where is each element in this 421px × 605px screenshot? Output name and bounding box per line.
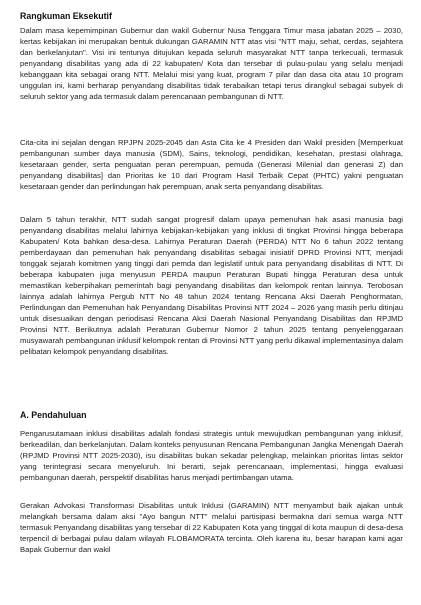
executive-summary-paragraph-1: Dalam masa kepemimpinan Gubernur dan wakil Gubernur Nusa Tenggara Timur masa jabatan 2025 – 2030, kertas kebijakan ini merupakan bentuk dukungan GARAMIN NTT atas visi "NTT maju, sehat, cerdas, sejahtera dan berkelanjutan". Visi ini tentunya ditujukan kepada seluruh masyarakat NTT tanpa terkecuali, termasuk penyandang disabilitas yang ada di 22 kabupaten/ Kota dan tersebar di pulau-pulau yang selalu menjadi kebanggaan kita sebagai orang NTT. Melalui misi yang kuat, program 7 pilar dan dasa cita atau 10 program unggulan ini, kami berharap penyandang disabilitas tidak terabaikan tetapi terus dirangkul sebagai subyek di seluruh sektor yang ada termasuk dalam perencanaan pembangunan di NTT. [20, 26, 403, 101]
introduction-paragraph-2: Gerakan Advokasi Transformasi Disabilitas untuk Inklusi (GARAMIN) NTT menyambut baik ajakan untuk melangkah bersama dalam aksi "Ayo bangun NTT" melalui partisipasi bermakna dari semua warga NTT termasuk Penyandang disabilitas yang tersebar di 22 Kabupaten Kota yang tinggal di kota maupun di desa-desa terpencil di berbagai pulau dalam wilayah FLOBAMORATA tercinta. Oleh karena itu, besar harapan kami agar Bapak Gubernur dan wakil [20, 501, 403, 554]
executive-summary-heading: Rangkuman Eksekutif [20, 11, 112, 21]
introduction-heading: A. Pendahuluan [20, 410, 87, 420]
executive-summary-paragraph-2: Cita-cita ini sejalan dengan RPJPN 2025-2045 dan Asta Cita ke 4 Presiden dan Wakil presiden [Memperkuat pembangunan sumber daya manusia (SDM), Sains, teknologi, pendidikan, kesehatan, prestasi olahraga, kesetaraan gender, serta penguatan peran perempuan, pemuda (Generasi Milenial dan generasi Z) dan penyandang disabilitas] dan Prioritas ke 10 dari Program Hasil Terbaik Cepat (PHTC) yakni penguatan kesetaraan gender dan perlindungan hak perempuan, anak serta penyandang disabilitas. [20, 138, 403, 191]
executive-summary-paragraph-3: Dalam 5 tahun terakhir, NTT sudah sangat progresif dalam upaya pemenuhan hak asasi manusia bagi penyandang disabilitas melalui lahirnya kebijakan-kebijakan yang inklusi di tingkat Provinsi hingga beberapa Kabupaten/ Kota bahkan desa-desa. Lahirnya Peraturan Daerah (PERDA) NTT No 6 tahun 2022 tentang pemberdayaan dan pemenuhan hak penyandang disabilitas sebagai inisiatif DPRD Provinsi NTT, menjadi tonggak sejarah komitmen yang tinggi dari pemda dan legislatif untuk para penyandang disabilitas di NTT. Di beberapa kabupaten juga menyusun PERDA maupun Peraturan Bupati hingga Peraturan desa untuk memastikan keberpihakan pemerintah bagi penyandang disabilitas dan kelompok rentan lainnya. Terobosan lainnya adalah lahirnya Pergub NTT No 48 tahun 2024 tentang Rencana Aksi Daerah Penghormatan, Perlindungan dan Pemenuhan hak Penyandang Disabilitas Provinsi NTT 2024 – 2026 yang masih perlu ditinjau untuk disesuaikan dengan periodisasi Rencana Aksi Daerah Nasional Penyandang Disabilitas dan RPJMD Provinsi NTT. Berikutnya adalah Peraturan Gubernur Nomor 2 tahun 2025 tentang penyelenggaraan musyawarah pembangunan inklusif kelompok rentan di Provinsi NTT yang perlu dikawal implementasinya dalam pelibatan kelompok penyandang disabilitas. [20, 215, 403, 356]
introduction-paragraph-1: Pengarusutamaan inklusi disabilitas adalah fondasi strategis untuk mewujudkan pembangunan yang inklusif, berkeadilan, dan berkelanjutan. Dalam konteks penyusunan Rencana Pembangunan Jangka Menengah Daerah (RPJMD Provinsi NTT 2025-2030), isu disabilitas bukan sekadar pelengkap, melainkan prioritas lintas sektor yang terintegrasi secara menyeluruh. Ini berarti, sejak perencanaan, implementasi, hingga evaluasi pembangunan daerah, perspektif disabilitas harus menjadi pertimbangan utama. [20, 429, 403, 482]
